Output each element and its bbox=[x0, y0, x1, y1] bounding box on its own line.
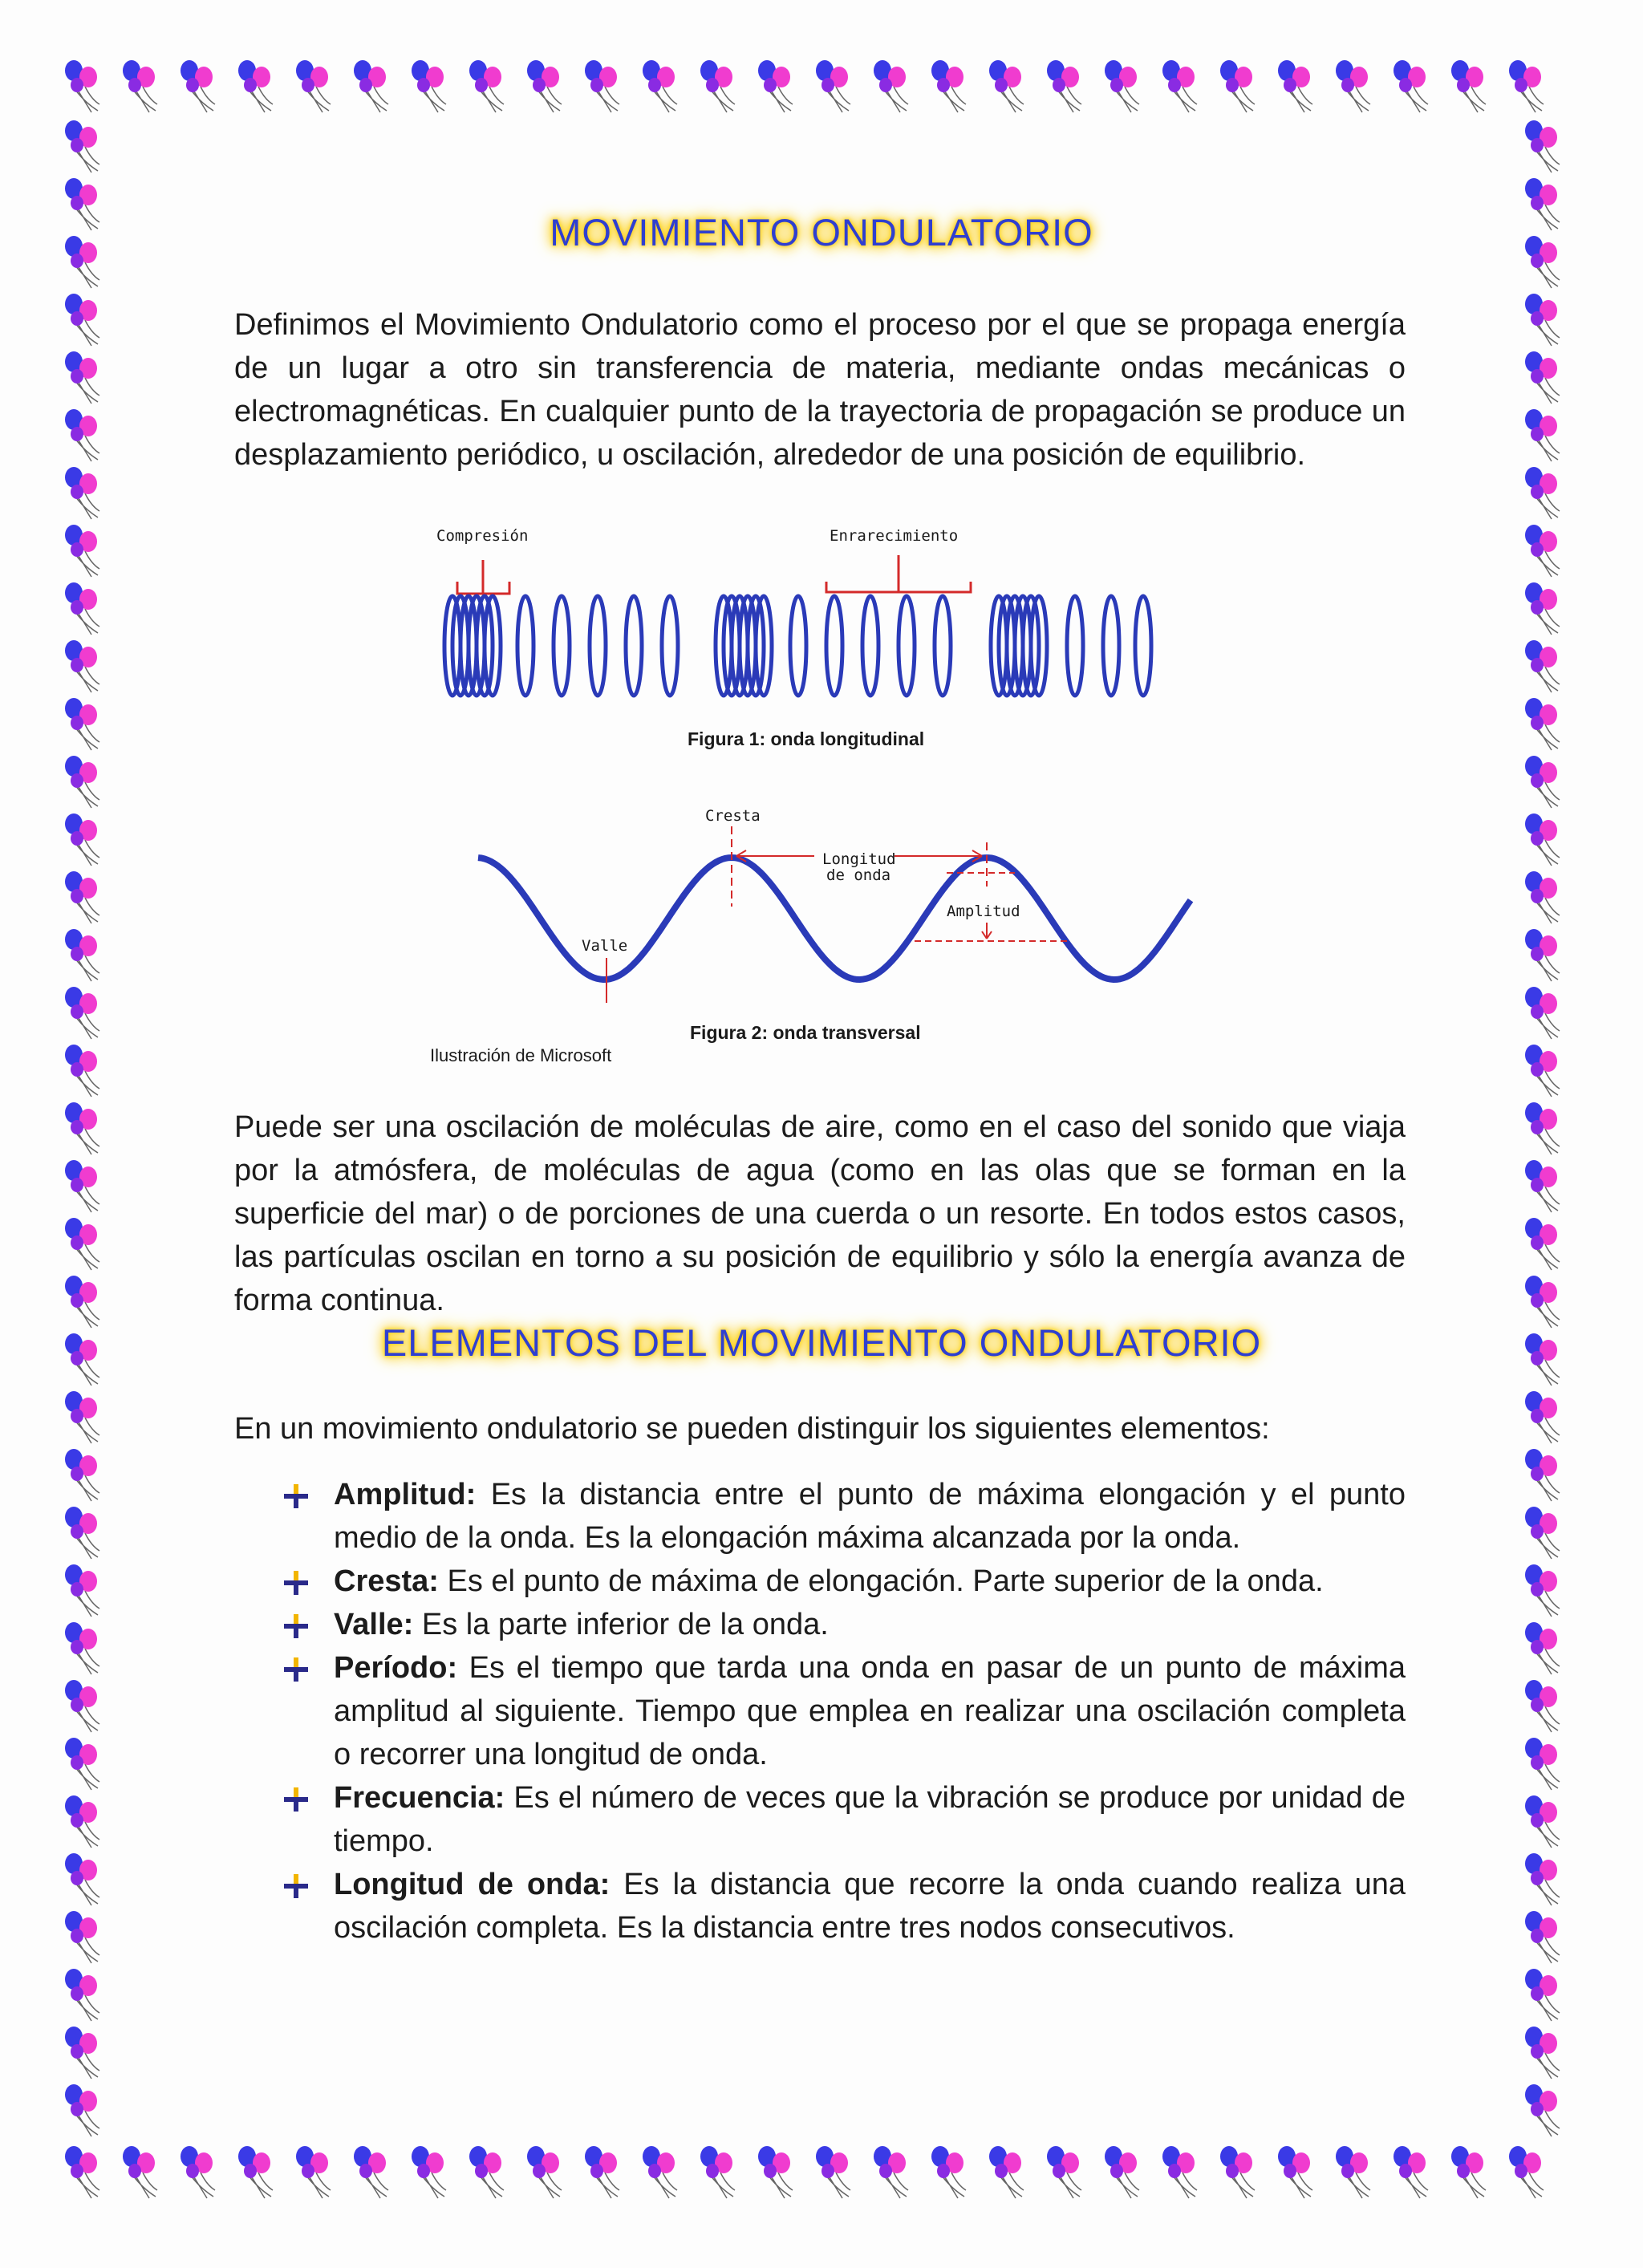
balloon-icon bbox=[1525, 1045, 1560, 1097]
balloon-icon bbox=[65, 1622, 99, 1674]
figure1-caption: Figura 1: onda longitudinal bbox=[688, 728, 925, 749]
rarefaction-label: Enrarecimiento bbox=[830, 527, 959, 545]
spring-coil bbox=[1135, 596, 1151, 696]
list-item bbox=[234, 1473, 1406, 1560]
cross-bullet-icon bbox=[282, 1483, 310, 1510]
balloon-icon bbox=[65, 467, 99, 519]
cross-bullet-icon bbox=[282, 1569, 310, 1597]
longitudinal-wave-figure bbox=[436, 527, 1151, 749]
balloon-icon bbox=[65, 120, 99, 172]
balloon-icon bbox=[1162, 60, 1197, 112]
balloon-icon bbox=[989, 60, 1024, 112]
compression-label: Compresión bbox=[436, 527, 529, 545]
balloon-icon bbox=[65, 1160, 99, 1212]
cross-bullet-icon bbox=[282, 1872, 310, 1900]
balloon-icon bbox=[1509, 2146, 1544, 2198]
cross-bullet-icon bbox=[282, 1613, 310, 1640]
list-item bbox=[234, 1776, 1406, 1863]
balloon-icon bbox=[1525, 1853, 1560, 1905]
balloon-icon bbox=[65, 1680, 99, 1732]
spring-coil bbox=[826, 596, 842, 696]
balloon-icon bbox=[65, 929, 99, 981]
element-definition: Es el punto de máxima de elongación. Parte superior de la onda. bbox=[438, 1564, 1324, 1598]
balloon-icon bbox=[238, 2146, 273, 2198]
list-item bbox=[234, 1603, 1406, 1646]
balloon-icon bbox=[65, 1045, 99, 1097]
balloon-icon bbox=[1509, 60, 1544, 112]
balloon-icon bbox=[1525, 582, 1560, 635]
balloon-icon bbox=[1525, 120, 1560, 172]
balloon-icon bbox=[1525, 1391, 1560, 1443]
balloon-icon bbox=[1451, 60, 1486, 112]
balloon-icon bbox=[1525, 813, 1560, 866]
elements-intro: En un movimiento ondulatorio se pueden distinguir los siguientes elementos: bbox=[234, 1412, 1270, 1446]
balloon-icon bbox=[1047, 2146, 1081, 2198]
spring-coil bbox=[899, 596, 915, 696]
balloon-icon bbox=[643, 60, 677, 112]
balloon-icon bbox=[1525, 1622, 1560, 1674]
balloon-icon bbox=[1525, 929, 1560, 981]
balloon-icon bbox=[412, 60, 446, 112]
spring-coil bbox=[935, 596, 951, 696]
balloon-icon bbox=[1525, 871, 1560, 923]
balloon-icon bbox=[931, 2146, 966, 2198]
balloon-icon bbox=[700, 2146, 735, 2198]
element-definition: Es la distancia que recorre la onda cuando realiza una oscilación completa. Es la distancia entre tres nodos consecutivos. bbox=[334, 1868, 1406, 1945]
balloon-icon bbox=[700, 60, 735, 112]
spring-coil bbox=[554, 596, 570, 696]
spring-coil bbox=[662, 596, 678, 696]
balloon-icon bbox=[1336, 2146, 1370, 2198]
balloon-icon bbox=[65, 1853, 99, 1905]
balloon-icon bbox=[1525, 525, 1560, 577]
balloon-icon bbox=[643, 2146, 677, 2198]
balloon-icon bbox=[65, 351, 99, 404]
balloon-icon bbox=[874, 2146, 908, 2198]
balloon-icon bbox=[1525, 2027, 1560, 2079]
element-term: Amplitud: bbox=[334, 1478, 477, 1511]
balloon-icon bbox=[931, 60, 966, 112]
balloon-icon bbox=[1451, 2146, 1486, 2198]
elements-list bbox=[234, 1473, 1406, 1950]
balloon-icon bbox=[816, 60, 850, 112]
balloon-icon bbox=[65, 2146, 99, 2198]
balloon-icon bbox=[1525, 1795, 1560, 1848]
balloon-icon bbox=[1278, 60, 1312, 112]
balloon-icon bbox=[65, 987, 99, 1039]
balloon-icon bbox=[527, 60, 562, 112]
balloon-icon bbox=[65, 1507, 99, 1559]
balloon-icon bbox=[65, 525, 99, 577]
intro-paragraph: Definimos el Movimiento Ondulatorio como el proceso por el que se propaga energía de un lugar a otro sin transferencia de materia, mediante ondas mecánicas o electromagnéticas. En cualquier punto de la trayectoria de propagación se produce un desplazamiento periódico, u oscilación, alrededor de una posición de equilibrio. bbox=[234, 308, 1406, 472]
balloon-icon bbox=[1525, 1218, 1560, 1270]
balloon-icon bbox=[1525, 1160, 1560, 1212]
balloon-icon bbox=[65, 698, 99, 750]
balloon-icon bbox=[874, 60, 908, 112]
balloon-icon bbox=[1525, 409, 1560, 461]
compression-bracket bbox=[457, 560, 509, 594]
balloon-icon bbox=[65, 2027, 99, 2079]
illustration-credit: Ilustración de Microsoft bbox=[430, 1045, 612, 1065]
transverse-wave-figure bbox=[430, 807, 1191, 1065]
spring-coil bbox=[626, 596, 642, 696]
balloon-icon bbox=[1336, 60, 1370, 112]
balloon-icon bbox=[65, 1969, 99, 2021]
figure2-caption: Figura 2: onda transversal bbox=[690, 1022, 921, 1043]
section-title: ELEMENTOS DEL MOVIMIENTO ONDULATORIO bbox=[381, 1321, 1262, 1364]
spring-coil bbox=[862, 596, 878, 696]
balloon-icon bbox=[1105, 2146, 1139, 2198]
balloon-icon bbox=[1525, 1680, 1560, 1732]
balloon-icon bbox=[65, 1911, 99, 1963]
balloon-icon bbox=[1525, 351, 1560, 404]
balloon-icon bbox=[816, 2146, 850, 2198]
balloon-icon bbox=[181, 2146, 215, 2198]
spring-coil bbox=[790, 596, 806, 696]
balloon-icon bbox=[123, 60, 157, 112]
element-definition: Es el número de veces que la vibración se produce por unidad de tiempo. bbox=[334, 1781, 1406, 1858]
balloon-icon bbox=[1220, 2146, 1255, 2198]
wavelength-label-line1: Longitud bbox=[822, 850, 896, 868]
spring-coils bbox=[444, 596, 1151, 696]
balloon-icon bbox=[1525, 1507, 1560, 1559]
balloon-icon bbox=[1525, 1102, 1560, 1154]
element-term: Valle: bbox=[334, 1608, 414, 1641]
balloon-icon bbox=[1047, 60, 1081, 112]
balloon-icon bbox=[1394, 2146, 1428, 2198]
element-term: Longitud de onda: bbox=[334, 1868, 611, 1901]
wave-illustration bbox=[417, 513, 1235, 1075]
balloon-icon bbox=[296, 2146, 331, 2198]
balloon-icon bbox=[65, 813, 99, 866]
balloon-icon bbox=[989, 2146, 1024, 2198]
balloon-icon bbox=[65, 1564, 99, 1617]
wavelength-label-line2: de onda bbox=[826, 866, 891, 884]
balloon-icon bbox=[65, 1218, 99, 1270]
balloon-icon bbox=[1394, 60, 1428, 112]
balloon-icon bbox=[65, 60, 99, 112]
balloon-icon bbox=[296, 60, 331, 112]
balloon-icon bbox=[585, 60, 619, 112]
balloon-icon bbox=[181, 60, 215, 112]
balloon-icon bbox=[1525, 756, 1560, 808]
balloon-icon bbox=[354, 2146, 388, 2198]
page-title: MOVIMIENTO ONDULATORIO bbox=[550, 211, 1093, 254]
balloon-icon bbox=[65, 756, 99, 808]
balloon-icon bbox=[1105, 60, 1139, 112]
balloon-icon bbox=[1525, 1738, 1560, 1790]
balloon-icon bbox=[758, 2146, 793, 2198]
list-item bbox=[234, 1646, 1406, 1776]
balloon-icon bbox=[1525, 987, 1560, 1039]
spring-coil bbox=[1067, 596, 1083, 696]
figures bbox=[417, 513, 1235, 1075]
list-item bbox=[234, 1863, 1406, 1950]
balloon-icon bbox=[1162, 2146, 1197, 2198]
balloon-icon bbox=[1220, 60, 1255, 112]
explanation-paragraph: Puede ser una oscilación de moléculas de aire, como en el caso del sonido que viaja por la atmósfera, de moléculas de agua (como en las olas que se forman en la superficie del mar) o de porciones de una cuerda o un resorte. En todos estos casos, las partículas oscilan en torno a su posición de equilibrio y sólo la energía avanza de forma continua. bbox=[234, 1110, 1406, 1317]
balloon-icon bbox=[412, 2146, 446, 2198]
balloon-icon bbox=[65, 1795, 99, 1848]
balloon-icon bbox=[758, 60, 793, 112]
balloon-icon bbox=[1525, 1564, 1560, 1617]
spring-coil bbox=[1103, 596, 1119, 696]
balloon-icon bbox=[1525, 1449, 1560, 1501]
balloon-icon bbox=[65, 294, 99, 346]
crest-label: Cresta bbox=[705, 807, 761, 825]
balloon-icon bbox=[469, 60, 504, 112]
cross-bullet-icon bbox=[282, 1786, 310, 1813]
element-term: Cresta: bbox=[334, 1564, 439, 1598]
list-item bbox=[234, 1560, 1406, 1603]
balloon-icon bbox=[65, 1449, 99, 1501]
balloon-icon bbox=[1525, 1969, 1560, 2021]
spring-coil bbox=[517, 596, 533, 696]
trough-label: Valle bbox=[582, 937, 628, 955]
balloon-icon bbox=[65, 2084, 99, 2136]
rarefaction-bracket bbox=[826, 555, 971, 592]
balloon-icon bbox=[65, 640, 99, 692]
element-term: Período: bbox=[334, 1651, 458, 1685]
balloon-icon bbox=[238, 60, 273, 112]
balloon-icon bbox=[1525, 1911, 1560, 1963]
element-term: Frecuencia: bbox=[334, 1781, 505, 1815]
balloon-icon bbox=[1525, 640, 1560, 692]
balloon-icon bbox=[1278, 2146, 1312, 2198]
balloon-icon bbox=[65, 871, 99, 923]
balloon-icon bbox=[123, 2146, 157, 2198]
cross-bullet-icon bbox=[282, 1656, 310, 1683]
balloon-icon bbox=[1525, 698, 1560, 750]
balloon-icon bbox=[65, 1102, 99, 1154]
balloon-icon bbox=[1525, 294, 1560, 346]
balloon-icon bbox=[1525, 2084, 1560, 2136]
balloon-icon bbox=[354, 60, 388, 112]
balloon-icon bbox=[527, 2146, 562, 2198]
element-definition: Es la distancia entre el punto de máxima elongación y el punto medio de la onda. Es la elongación máxima alcanzada por la onda. bbox=[334, 1478, 1406, 1555]
balloon-icon bbox=[585, 2146, 619, 2198]
spring-coil bbox=[590, 596, 606, 696]
balloon-icon bbox=[65, 1391, 99, 1443]
balloon-icon bbox=[1525, 467, 1560, 519]
element-definition: Es el tiempo que tarda una onda en pasar de un punto de máxima amplitud al siguiente. Tiempo que emplea en realizar una oscilación completa o recorrer una longitud de onda. bbox=[334, 1651, 1406, 1771]
balloon-icon bbox=[65, 409, 99, 461]
amplitude-label: Amplitud bbox=[947, 903, 1020, 920]
balloon-icon bbox=[469, 2146, 504, 2198]
balloon-icon bbox=[65, 1738, 99, 1790]
element-definition: Es la parte inferior de la onda. bbox=[413, 1608, 829, 1641]
balloon-icon bbox=[65, 582, 99, 635]
